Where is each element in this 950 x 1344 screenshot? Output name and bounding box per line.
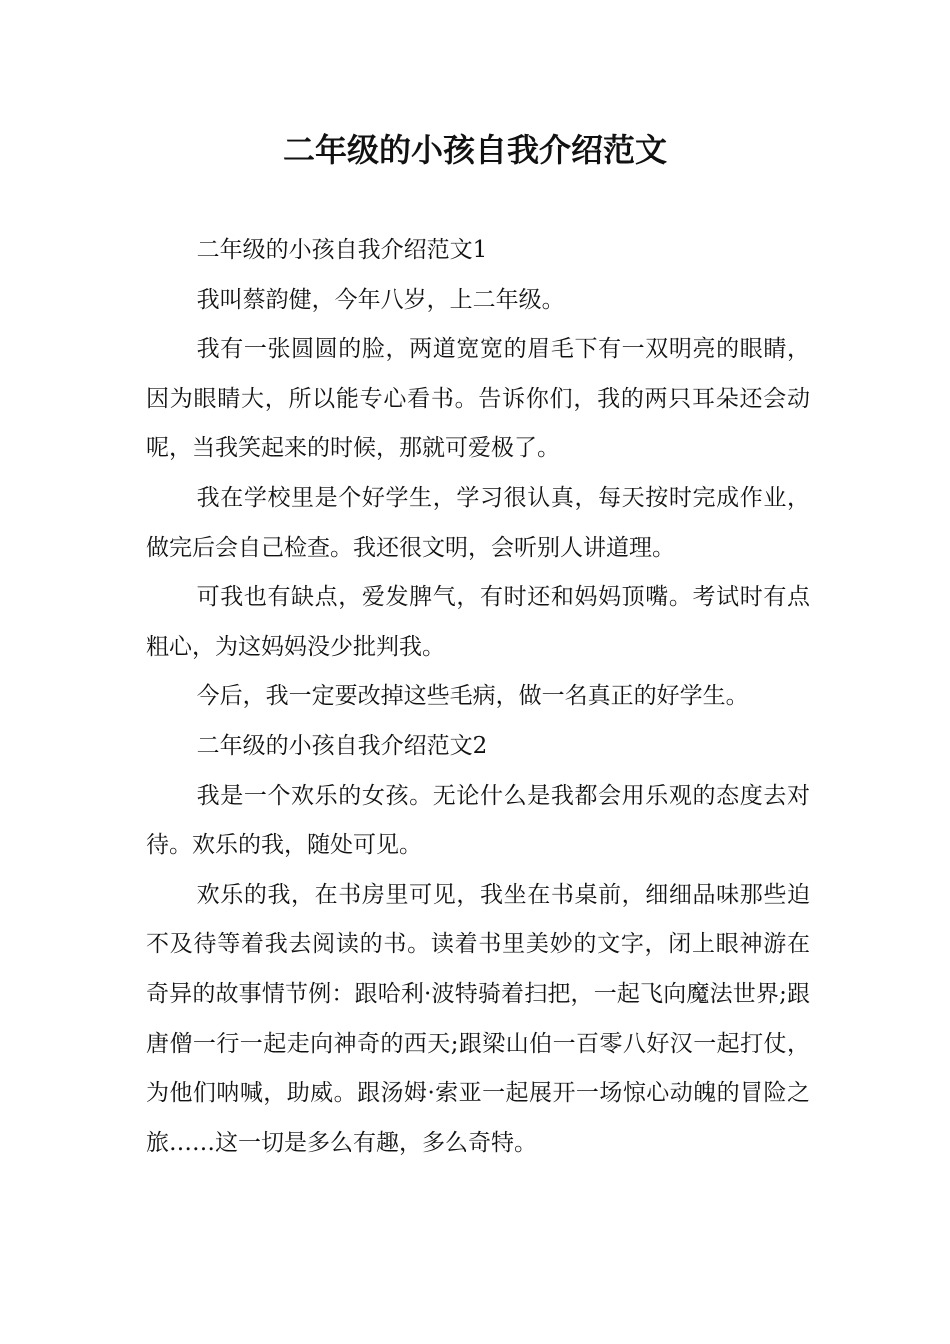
paragraph: 我叫蔡韵健，今年八岁，上二年级。 bbox=[196, 286, 565, 313]
paragraph: 今后，我一定要改掉这些毛病，做一名真正的好学生。 bbox=[196, 683, 749, 710]
paragraph: 可我也有缺点，爱发脾气，有时还和妈妈顶嘴。考试时有点粗心，为这妈妈没少批判我。 bbox=[146, 584, 810, 660]
paragraph: 我在学校里是个好学生，学习很认真，每天按时完成作业，做完后会自己检查。我还很文明，会听别人讲道理。 bbox=[146, 484, 810, 561]
page-title: 二年级的小孩自我介绍范文 bbox=[282, 131, 667, 169]
paragraph: 我是一个欢乐的女孩。无论什么是我都会用乐观的态度去对待。欢乐的我，随处可见。 bbox=[146, 782, 810, 859]
section-heading-1: 二年级的小孩自我介绍范文1 bbox=[196, 237, 488, 263]
paragraph: 我有一张圆圆的脸，两道宽宽的眉毛下有一双明亮的眼睛，因为眼睛大，所以能专心看书。告诉你们，我的两只耳朵还会动呢，当我笑起来的时候，那就可爱极了。 bbox=[146, 336, 810, 462]
document-body bbox=[146, 226, 810, 1168]
section-heading-2: 二年级的小孩自我介绍范文2 bbox=[196, 732, 488, 759]
paragraph: 欢乐的我，在书房里可见，我坐在书桌前，细细品味那些迫不及待等着我去阅读的书。读着书里美妙的文字，闭上眼神游在奇异的故事情节例：跟哈利·波特骑着扫把，一起飞向魔法世界;跟唐僧一行一起走向神奇的西天;跟梁山伯一百零八好汉一起打仗，为他们呐喊，助威。跟汤姆·索亚一起展开一场惊心动魄的冒险之旅……这一切是多么有趣，多么奇特。 bbox=[146, 881, 810, 1156]
